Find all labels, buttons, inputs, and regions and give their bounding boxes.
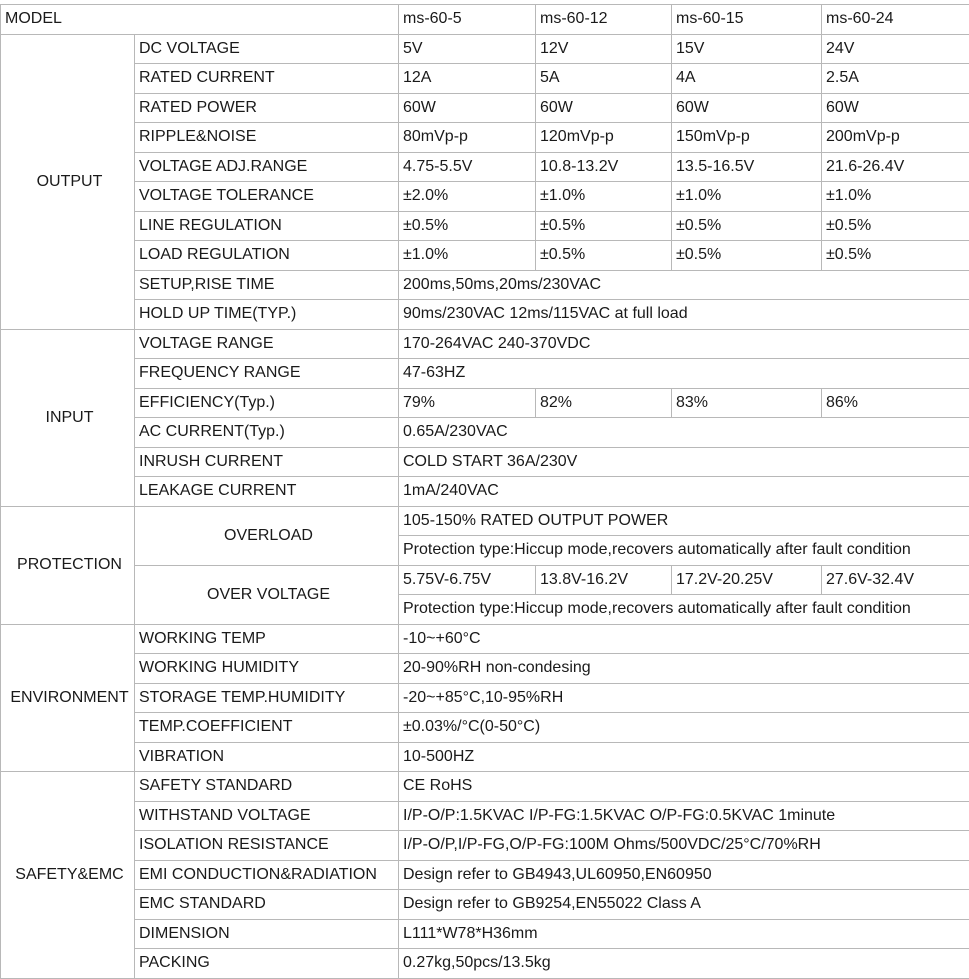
- section-title-input: INPUT: [1, 329, 135, 506]
- spec-table: [0, 4, 969, 979]
- spec-label: OVERLOAD: [135, 506, 399, 565]
- table-row: [1, 713, 969, 743]
- spec-value: 12V: [536, 34, 672, 64]
- spec-label: EMI CONDUCTION&RADIATION: [135, 860, 399, 890]
- table-row: [1, 683, 969, 713]
- spec-value: 60W: [536, 93, 672, 123]
- table-row: [1, 506, 969, 536]
- spec-value: 10.8-13.2V: [536, 152, 672, 182]
- spec-label: LOAD REGULATION: [135, 241, 399, 271]
- spec-label: SETUP,RISE TIME: [135, 270, 399, 300]
- spec-label: VIBRATION: [135, 742, 399, 772]
- spec-value: 24V: [822, 34, 969, 64]
- spec-label: DIMENSION: [135, 919, 399, 949]
- spec-value: 17.2V-20.25V: [672, 565, 822, 595]
- spec-label: HOLD UP TIME(TYP.): [135, 300, 399, 330]
- spec-label: STORAGE TEMP.HUMIDITY: [135, 683, 399, 713]
- spec-value: 90ms/230VAC 12ms/115VAC at full load: [399, 300, 969, 330]
- model-label: MODEL: [1, 5, 399, 35]
- model-name: ms-60-5: [399, 5, 536, 35]
- spec-value: 5.75V-6.75V: [399, 565, 536, 595]
- spec-label: WITHSTAND VOLTAGE: [135, 801, 399, 831]
- spec-value: ±0.5%: [672, 211, 822, 241]
- spec-value: 82%: [536, 388, 672, 418]
- spec-label: AC CURRENT(Typ.): [135, 418, 399, 448]
- spec-value: 12A: [399, 64, 536, 94]
- spec-value: CE RoHS: [399, 772, 969, 802]
- spec-value: ±0.5%: [822, 211, 969, 241]
- spec-value: 60W: [822, 93, 969, 123]
- spec-value: ±1.0%: [672, 182, 822, 212]
- spec-label: WORKING HUMIDITY: [135, 654, 399, 684]
- table-row: [1, 801, 969, 831]
- table-row: [1, 123, 969, 153]
- spec-label: WORKING TEMP: [135, 624, 399, 654]
- spec-value: 4.75-5.5V: [399, 152, 536, 182]
- table-row: [1, 300, 969, 330]
- spec-note: Protection type:Hiccup mode,recovers automatically after fault condition: [399, 595, 969, 625]
- table-row: [1, 831, 969, 861]
- spec-value: -10~+60°C: [399, 624, 969, 654]
- spec-value: ±1.0%: [822, 182, 969, 212]
- table-row: [1, 241, 969, 271]
- spec-value: 27.6V-32.4V: [822, 565, 969, 595]
- spec-value: L111*W78*H36mm: [399, 919, 969, 949]
- spec-label: RATED POWER: [135, 93, 399, 123]
- model-name: ms-60-12: [536, 5, 672, 35]
- table-row: [1, 329, 969, 359]
- spec-value: ±0.5%: [822, 241, 969, 271]
- spec-value: 120mVp-p: [536, 123, 672, 153]
- model-row: [1, 5, 969, 35]
- spec-value: -20~+85°C,10-95%RH: [399, 683, 969, 713]
- spec-value: 13.5-16.5V: [672, 152, 822, 182]
- table-row: [1, 772, 969, 802]
- table-row: [1, 270, 969, 300]
- table-row: [1, 624, 969, 654]
- spec-value: ±0.5%: [536, 211, 672, 241]
- spec-label: LINE REGULATION: [135, 211, 399, 241]
- spec-value: 83%: [672, 388, 822, 418]
- spec-value: 79%: [399, 388, 536, 418]
- spec-value: 5A: [536, 64, 672, 94]
- spec-value: 4A: [672, 64, 822, 94]
- spec-value: I/P-O/P,I/P-FG,O/P-FG:100M Ohms/500VDC/25°C/70%RH: [399, 831, 969, 861]
- spec-value: ±0.5%: [672, 241, 822, 271]
- spec-label: VOLTAGE ADJ.RANGE: [135, 152, 399, 182]
- spec-label: VOLTAGE TOLERANCE: [135, 182, 399, 212]
- spec-value: 200mVp-p: [822, 123, 969, 153]
- table-row: [1, 890, 969, 920]
- spec-value: 170-264VAC 240-370VDC: [399, 329, 969, 359]
- model-name: ms-60-24: [822, 5, 969, 35]
- table-row: [1, 447, 969, 477]
- spec-value: ±0.5%: [399, 211, 536, 241]
- spec-label: FREQUENCY RANGE: [135, 359, 399, 389]
- spec-label: TEMP.COEFFICIENT: [135, 713, 399, 743]
- spec-label: DC VOLTAGE: [135, 34, 399, 64]
- table-row: [1, 211, 969, 241]
- spec-value: 80mVp-p: [399, 123, 536, 153]
- spec-label: EFFICIENCY(Typ.): [135, 388, 399, 418]
- spec-label: SAFETY STANDARD: [135, 772, 399, 802]
- model-name: ms-60-15: [672, 5, 822, 35]
- table-row: [1, 919, 969, 949]
- spec-value: 13.8V-16.2V: [536, 565, 672, 595]
- spec-value: 60W: [399, 93, 536, 123]
- spec-value: 0.65A/230VAC: [399, 418, 969, 448]
- spec-value: I/P-O/P:1.5KVAC I/P-FG:1.5KVAC O/P-FG:0.5KVAC 1minute: [399, 801, 969, 831]
- spec-label: INRUSH CURRENT: [135, 447, 399, 477]
- spec-note: Protection type:Hiccup mode,recovers automatically after fault condition: [399, 536, 969, 566]
- spec-value: 5V: [399, 34, 536, 64]
- spec-value: ±2.0%: [399, 182, 536, 212]
- spec-label: OVER VOLTAGE: [135, 565, 399, 624]
- spec-value: 20-90%RH non-condesing: [399, 654, 969, 684]
- table-row: [1, 418, 969, 448]
- spec-value: Design refer to GB9254,EN55022 Class A: [399, 890, 969, 920]
- spec-value: 15V: [672, 34, 822, 64]
- table-row: [1, 359, 969, 389]
- spec-value: ±1.0%: [399, 241, 536, 271]
- table-row: [1, 34, 969, 64]
- spec-value: ±0.03%/°C(0-50°C): [399, 713, 969, 743]
- spec-value: Design refer to GB4943,UL60950,EN60950: [399, 860, 969, 890]
- spec-value: 21.6-26.4V: [822, 152, 969, 182]
- table-row: [1, 742, 969, 772]
- spec-value: ±1.0%: [536, 182, 672, 212]
- table-row: [1, 388, 969, 418]
- table-row: [1, 949, 969, 979]
- section-title-protection: PROTECTION: [1, 506, 135, 624]
- table-row: [1, 654, 969, 684]
- table-row: [1, 182, 969, 212]
- spec-value: 47-63HZ: [399, 359, 969, 389]
- spec-label: PACKING: [135, 949, 399, 979]
- table-row: [1, 860, 969, 890]
- spec-label: RATED CURRENT: [135, 64, 399, 94]
- spec-value: ±0.5%: [536, 241, 672, 271]
- spec-value: 150mVp-p: [672, 123, 822, 153]
- spec-label: LEAKAGE CURRENT: [135, 477, 399, 507]
- spec-value: 0.27kg,50pcs/13.5kg: [399, 949, 969, 979]
- table-row: [1, 152, 969, 182]
- spec-label: EMC STANDARD: [135, 890, 399, 920]
- spec-value: 60W: [672, 93, 822, 123]
- table-row: [1, 93, 969, 123]
- spec-label: VOLTAGE RANGE: [135, 329, 399, 359]
- spec-label: RIPPLE&NOISE: [135, 123, 399, 153]
- spec-value: 200ms,50ms,20ms/230VAC: [399, 270, 969, 300]
- spec-label: ISOLATION RESISTANCE: [135, 831, 399, 861]
- section-title-safety: SAFETY&EMC: [1, 772, 135, 979]
- table-row: [1, 477, 969, 507]
- spec-value: 10-500HZ: [399, 742, 969, 772]
- section-title-environment: ENVIRONMENT: [1, 624, 135, 772]
- spec-value: COLD START 36A/230V: [399, 447, 969, 477]
- spec-value: 2.5A: [822, 64, 969, 94]
- table-row: [1, 565, 969, 595]
- section-title-output: OUTPUT: [1, 34, 135, 329]
- spec-value: 86%: [822, 388, 969, 418]
- spec-value: 1mA/240VAC: [399, 477, 969, 507]
- spec-value: 105-150% RATED OUTPUT POWER: [399, 506, 969, 536]
- table-row: [1, 64, 969, 94]
